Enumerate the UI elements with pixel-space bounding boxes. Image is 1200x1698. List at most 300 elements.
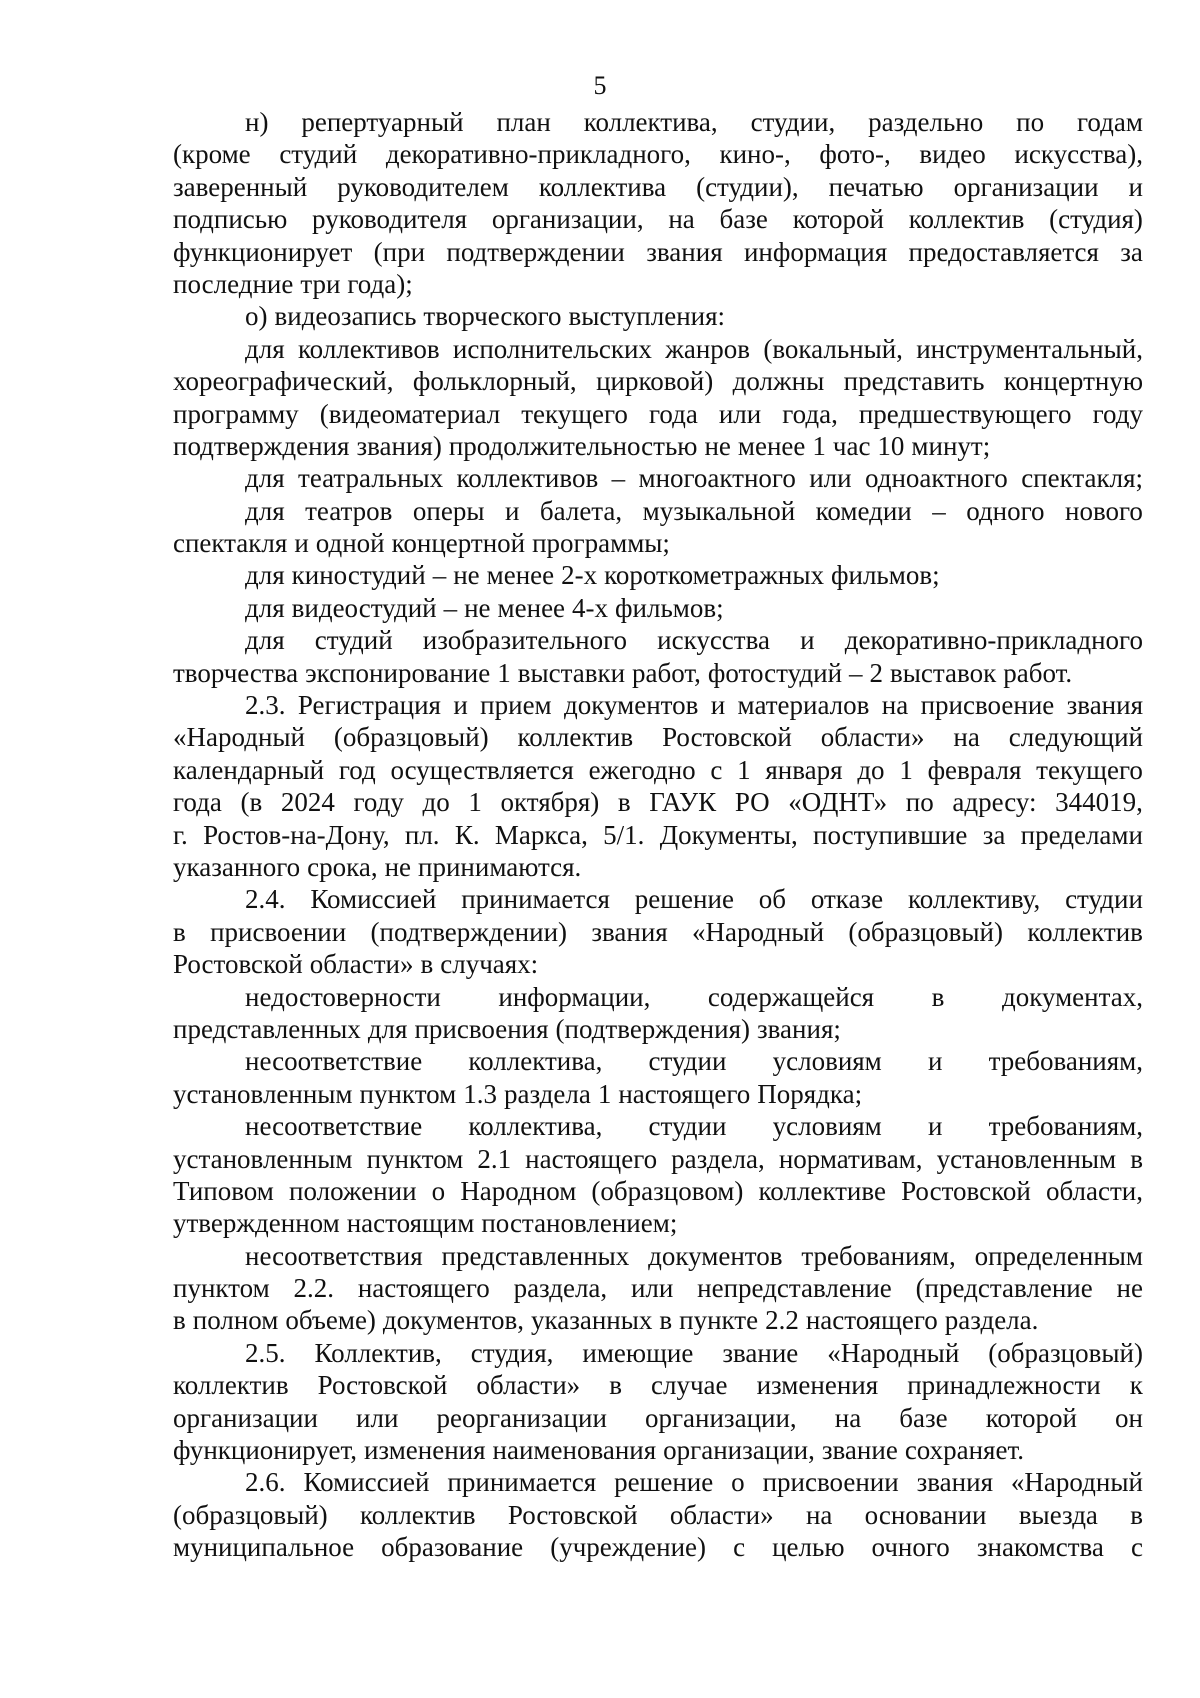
word: в	[173, 916, 186, 947]
word: Ростовской	[662, 722, 792, 753]
word: «Народный	[827, 1337, 960, 1368]
word: театров	[305, 495, 393, 526]
word: указанных	[531, 1305, 653, 1336]
text-line	[173, 1434, 1143, 1466]
word: настоящего	[618, 1078, 751, 1109]
word: студий	[314, 625, 393, 656]
word: требованиям,	[988, 1111, 1143, 1142]
word: в	[173, 1305, 186, 1336]
word: нового	[1065, 495, 1143, 526]
word: для	[245, 625, 285, 656]
word: образование	[381, 1532, 524, 1563]
word: для	[245, 592, 285, 623]
word: коллективов	[456, 463, 599, 494]
word: коллектив	[173, 1370, 289, 1401]
text-line	[173, 948, 1143, 980]
word: на	[834, 1402, 862, 1433]
word: определенным	[974, 1240, 1143, 1271]
word: несоответствие	[245, 1111, 423, 1142]
word: функционирует,	[173, 1435, 357, 1466]
word: –	[432, 560, 447, 591]
word: или	[356, 1402, 399, 1433]
word: 344019,	[1055, 787, 1143, 818]
word: 1	[737, 754, 751, 785]
word: годам	[1077, 107, 1143, 137]
word: звания	[646, 236, 723, 267]
word: «Народный	[173, 722, 305, 753]
word: очного	[871, 1532, 950, 1563]
word: творчества	[173, 657, 299, 688]
word: за	[982, 819, 1006, 850]
word: и	[927, 1046, 943, 1077]
word: наименования	[492, 1435, 657, 1466]
word: принимается	[447, 1467, 597, 1498]
word: три	[300, 268, 341, 299]
word: студии	[648, 1046, 727, 1077]
text-line	[173, 462, 1143, 494]
word: базе	[719, 204, 768, 235]
word: раздела,	[513, 1273, 608, 1304]
word: и	[927, 1111, 943, 1142]
word: положении	[289, 1175, 417, 1206]
word: видео	[919, 139, 986, 170]
word: области,	[1045, 1175, 1143, 1206]
word: реорганизации	[436, 1402, 607, 1433]
word: жанров	[665, 333, 751, 364]
word: года	[173, 787, 222, 818]
word: «ОДНТ»	[788, 787, 888, 818]
word: звания;	[757, 1013, 841, 1044]
word: должны	[732, 366, 825, 397]
word: полном	[192, 1305, 279, 1336]
word: –	[443, 592, 458, 623]
text-line	[173, 1402, 1143, 1434]
word: театральных	[298, 463, 444, 494]
word: 1	[468, 787, 482, 818]
word: коллектив	[359, 1499, 476, 1530]
word: организации,	[644, 1402, 797, 1433]
text-line	[173, 1369, 1143, 1401]
word: текущего	[1036, 754, 1143, 785]
word: звания	[591, 916, 668, 947]
word: на	[668, 204, 695, 235]
text-line	[173, 592, 1143, 624]
word: основании	[864, 1499, 987, 1530]
text-line	[173, 333, 1143, 365]
text-line	[173, 365, 1143, 397]
word: изменения	[756, 1370, 879, 1401]
word: и	[504, 495, 520, 526]
text-line	[173, 527, 1143, 559]
word: адресу:	[952, 787, 1037, 818]
word: –	[932, 495, 946, 526]
word: менее	[497, 592, 566, 623]
word: коллективу,	[908, 884, 1041, 915]
word: информация	[743, 236, 888, 267]
word: утвержденном	[173, 1208, 340, 1239]
word: цирковой)	[596, 366, 714, 397]
word: видеозапись	[274, 301, 417, 332]
text-line	[173, 559, 1143, 591]
word: концертную	[1003, 366, 1143, 397]
text-line	[173, 1466, 1143, 1498]
word: фото-,	[819, 139, 891, 170]
word: году	[1092, 398, 1143, 429]
word: (учреждение)	[550, 1532, 707, 1563]
word: для	[367, 1013, 408, 1044]
word: 2-х	[561, 560, 598, 591]
word: последние	[173, 268, 294, 299]
word: одноактного	[864, 463, 1008, 494]
word: раздела,	[671, 1143, 765, 1174]
word: выставки	[517, 657, 626, 688]
word: н)	[245, 107, 269, 137]
word: Ростов-на-Дону,	[203, 819, 390, 850]
word: области»	[669, 1499, 774, 1530]
word: для	[245, 495, 285, 526]
word: календарный	[173, 754, 325, 785]
word: организации,	[663, 1435, 815, 1466]
word: 1	[597, 1078, 612, 1109]
word: указанного	[173, 851, 301, 882]
word: (образцовый)	[333, 722, 489, 753]
word: Ростовской	[317, 1370, 448, 1401]
word: (представление	[915, 1273, 1093, 1304]
word: текущего	[521, 398, 628, 429]
text-line	[173, 786, 1143, 818]
word: 1.3	[463, 1078, 497, 1109]
word: искусства),	[1014, 139, 1143, 170]
word: балета,	[539, 495, 623, 526]
word: пределами	[1020, 819, 1143, 850]
word: Документы,	[659, 819, 798, 850]
word: репертуарный	[301, 107, 464, 137]
word: (подтверждения)	[555, 1013, 750, 1044]
word: пункте	[679, 1305, 759, 1336]
word: пл.	[404, 819, 440, 850]
word: оперы	[412, 495, 485, 526]
word: –	[611, 463, 626, 494]
text-line	[173, 1531, 1143, 1563]
text-line	[173, 883, 1143, 915]
word: сохраняет.	[904, 1435, 1024, 1466]
text-line	[173, 1499, 1143, 1531]
word: присвоения	[414, 1013, 549, 1044]
word: Маркса,	[494, 819, 588, 850]
word: нормативам,	[778, 1143, 923, 1174]
word: принимаются.	[418, 851, 582, 882]
word: 10	[877, 430, 905, 461]
word: 2	[869, 657, 884, 688]
word: присвоении	[762, 1467, 899, 1498]
word: или	[809, 463, 852, 494]
word: отказе	[810, 884, 884, 915]
word: случаях:	[440, 949, 539, 980]
word: документов	[648, 1240, 783, 1271]
word: комедии	[815, 495, 912, 526]
word: звание	[821, 1435, 898, 1466]
word: по	[905, 787, 934, 818]
word: материалов	[737, 690, 870, 721]
word: организации	[173, 1402, 318, 1433]
word: случае	[651, 1370, 728, 1401]
word: и	[710, 690, 726, 721]
word: в	[1130, 1499, 1143, 1530]
word: (образцовом)	[591, 1175, 744, 1206]
word: о	[431, 1175, 446, 1206]
word: для	[245, 333, 285, 364]
word: (при	[373, 236, 426, 267]
text-line	[173, 1143, 1143, 1175]
word: Ростовской	[901, 1175, 1031, 1206]
document-body	[173, 106, 1143, 1564]
word: заверенный	[173, 171, 308, 202]
word: (студия)	[1049, 204, 1143, 235]
word: до	[857, 754, 885, 785]
word: принадлежности	[907, 1370, 1101, 1401]
word: представленных	[441, 1240, 630, 1271]
word: Ростовской	[173, 949, 303, 980]
word: февраля	[927, 754, 1022, 785]
word: музыкальной	[642, 495, 796, 526]
word: о)	[245, 301, 268, 332]
word: (вокальный,	[763, 333, 903, 364]
word: не	[1116, 1273, 1143, 1304]
word: на	[805, 1499, 833, 1530]
word: для	[245, 560, 285, 591]
word: выставок	[890, 657, 997, 688]
text-line	[173, 657, 1143, 689]
word: Народном	[460, 1175, 577, 1206]
word: раздела	[503, 1078, 591, 1109]
word: прием	[480, 690, 552, 721]
word: года	[648, 398, 698, 429]
text-line	[173, 1207, 1143, 1239]
word: решение	[634, 884, 734, 915]
text-line	[173, 1337, 1143, 1369]
word: области»	[820, 722, 925, 753]
word: одной	[315, 528, 385, 559]
word: с	[733, 1532, 746, 1563]
word: 2.1	[477, 1143, 512, 1174]
word: присвоение	[920, 690, 1055, 721]
word: 4-х	[572, 592, 609, 623]
word: раздела.	[944, 1305, 1039, 1336]
word: осуществляется	[390, 754, 574, 785]
word: раздельно	[868, 107, 984, 137]
word: работ.	[1003, 657, 1073, 688]
word: «Народный	[1010, 1467, 1143, 1498]
word: принимается	[461, 884, 610, 915]
word: экспонирование	[305, 657, 491, 688]
word: с	[710, 754, 723, 785]
text-line	[173, 721, 1143, 753]
word: искусства	[657, 625, 770, 656]
word: настоящего	[805, 1305, 938, 1336]
word: Комиссией	[310, 884, 437, 915]
word: студия,	[470, 1337, 554, 1368]
word: звания	[916, 1467, 993, 1498]
word: в	[659, 1305, 673, 1336]
word: звание	[722, 1337, 799, 1368]
word: ГАУК	[649, 787, 717, 818]
word: менее	[486, 560, 555, 591]
word: срока,	[307, 851, 378, 882]
word: коллектива,	[583, 107, 718, 137]
word: об	[758, 884, 787, 915]
word: предоставляется	[908, 236, 1099, 267]
text-line	[173, 981, 1143, 1013]
word: не	[453, 560, 480, 591]
text-line	[173, 754, 1143, 786]
word: многоактного	[638, 463, 796, 494]
text-line	[173, 398, 1143, 430]
word: постановлением;	[481, 1208, 678, 1239]
word: изменения	[363, 1435, 486, 1466]
word: и	[453, 690, 468, 721]
word: (образцовый)	[848, 916, 1004, 947]
word: несоответствие	[245, 1046, 423, 1077]
word: информации,	[498, 981, 651, 1012]
word: (видеоматериал	[319, 398, 501, 429]
word: на	[953, 722, 980, 753]
word: 1	[812, 430, 826, 461]
word: коллектив	[908, 204, 1025, 235]
word: студий	[279, 139, 358, 170]
text-line	[173, 1110, 1143, 1142]
text-line	[173, 300, 1143, 332]
word: о	[731, 1467, 745, 1498]
word: пунктом	[366, 1143, 464, 1174]
text-line	[173, 430, 1143, 462]
word: в	[617, 787, 631, 818]
word: руководителем	[337, 171, 509, 202]
word: кино-,	[719, 139, 791, 170]
word: работ,	[632, 657, 701, 688]
word: за	[1120, 236, 1143, 267]
word: не	[464, 592, 491, 623]
word: 2.5.	[245, 1337, 286, 1368]
word: год	[338, 754, 376, 785]
word: организации	[953, 171, 1099, 202]
word: решение	[614, 1467, 714, 1498]
word: содержащейся	[707, 981, 875, 1012]
text-line	[173, 236, 1143, 268]
word: спектакля;	[1021, 463, 1143, 494]
word: установленным	[173, 1143, 353, 1174]
word: которой	[792, 204, 884, 235]
word: декоративно-прикладного	[844, 625, 1143, 656]
word: документах,	[1001, 981, 1143, 1012]
text-line	[173, 851, 1143, 883]
word: октября)	[500, 787, 600, 818]
word: 1	[497, 657, 511, 688]
word: требованиям,	[801, 1240, 956, 1271]
word: коллектив	[1027, 916, 1143, 947]
word: (образцовый)	[173, 1499, 328, 1530]
word: не	[704, 430, 731, 461]
word: К.	[454, 819, 480, 850]
text-line	[173, 689, 1143, 721]
text-line	[173, 171, 1143, 203]
text-line	[173, 916, 1143, 948]
word: короткометражных	[604, 560, 824, 591]
word: звания)	[356, 430, 442, 461]
word: знакомства	[976, 1532, 1104, 1563]
word: в	[420, 949, 434, 980]
word: коллектива,	[468, 1111, 603, 1142]
text-line	[173, 624, 1143, 656]
text-line	[173, 1240, 1143, 1272]
word: концертной	[391, 528, 526, 559]
word: одного	[966, 495, 1045, 526]
text-line	[173, 1272, 1143, 1304]
word: минут;	[911, 430, 991, 461]
word: коллективов	[297, 333, 440, 364]
word: продолжительностью	[448, 430, 698, 461]
word: присвоении	[210, 916, 347, 947]
word: Ростовской	[507, 1499, 638, 1530]
word: менее	[737, 430, 806, 461]
word: установленным	[173, 1078, 353, 1109]
text-line	[173, 1304, 1143, 1336]
word: условиям	[772, 1111, 882, 1142]
word: 2.2.	[293, 1273, 334, 1304]
word: коллектив	[517, 722, 634, 753]
text-line	[173, 819, 1143, 851]
text-line	[173, 106, 1143, 138]
word: коллектива	[538, 171, 667, 202]
word: целью	[772, 1532, 845, 1563]
word: студии,	[750, 107, 836, 137]
word: декоративно-прикладного,	[385, 139, 691, 170]
word: хореографический,	[173, 366, 394, 397]
word: следующий	[1008, 722, 1143, 753]
word: году	[353, 787, 404, 818]
word: Регистрация	[297, 690, 441, 721]
word: для	[245, 463, 285, 494]
word: коллектива,	[468, 1046, 603, 1077]
word: представить	[843, 366, 985, 397]
word: час	[832, 430, 871, 461]
word: с	[1130, 1532, 1143, 1563]
word: организации,	[491, 204, 644, 235]
word: несоответствия	[245, 1240, 423, 1271]
word: года,	[782, 398, 838, 429]
word: и	[294, 528, 309, 559]
word: требованиям,	[988, 1046, 1143, 1077]
word: он	[1115, 1402, 1143, 1433]
word: в	[609, 1370, 622, 1401]
word: 1	[899, 754, 913, 785]
word: 2.6.	[245, 1467, 286, 1498]
word: творческого	[423, 301, 562, 332]
word: студии	[648, 1111, 727, 1142]
word: подписью	[173, 204, 288, 235]
text-line	[173, 1045, 1143, 1077]
word: звания	[1066, 690, 1143, 721]
word: или	[630, 1273, 674, 1304]
word: Комиссией	[303, 1467, 430, 1498]
word: (студии),	[696, 171, 799, 202]
word: не	[384, 851, 412, 882]
word: печатью	[828, 171, 924, 202]
text-line	[173, 495, 1143, 527]
word: коллективе	[758, 1175, 886, 1206]
word: Коллектив,	[314, 1337, 442, 1368]
word: руководителя	[312, 204, 468, 235]
word: 2.4.	[245, 884, 286, 915]
